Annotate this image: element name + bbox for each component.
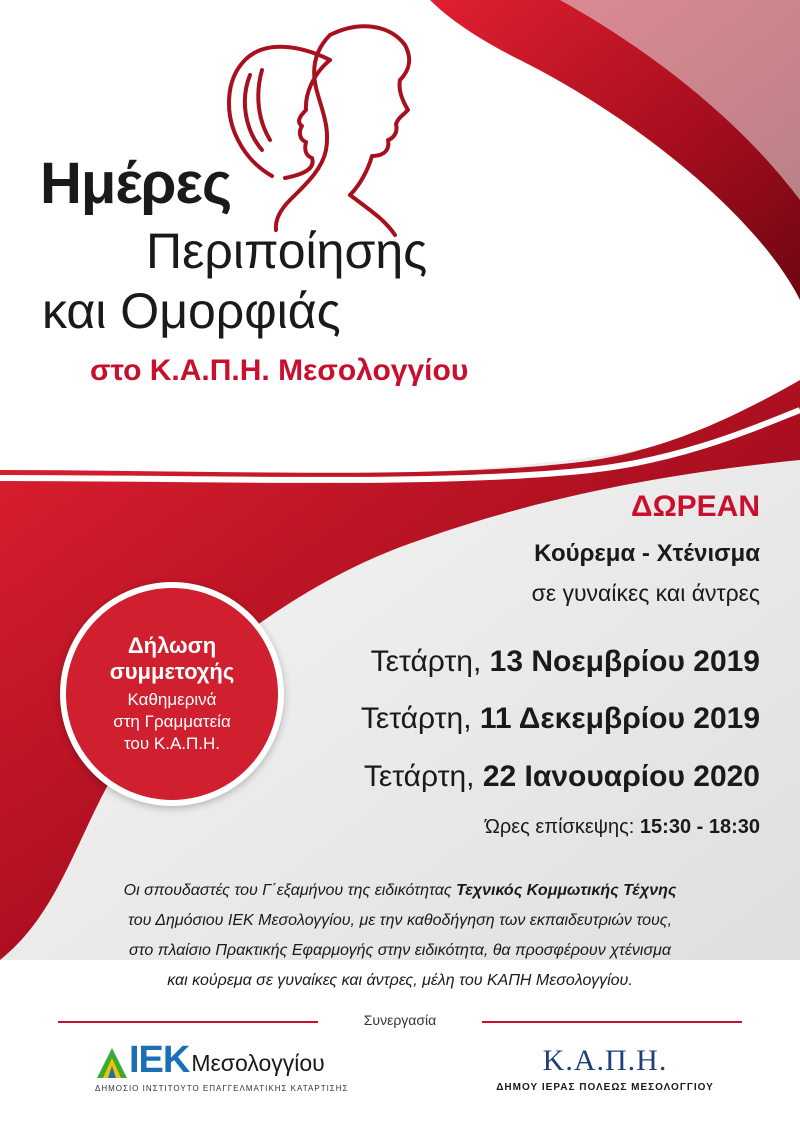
description-line-4: και κούρεμα σε γυναίκες και άντρες, μέλη του ΚΑΠΗ Μεσολογγίου. (167, 972, 633, 989)
description-line-2: του Δημόσιου ΙΕΚ Μεσολογγίου, με την καθοδήγηση των εκπαιδευτριών τους, (127, 912, 673, 929)
title-location: στο Κ.Α.Π.Η. Μεσολογγίου (90, 354, 469, 387)
kapi-subtitle: ΔΗΜΟΥ ΙΕΡΑΣ ΠΟΛΕΩΣ ΜΕΣΟΛΟΓΓΙΟΥ (496, 1082, 714, 1093)
free-label: ΔΩΡΕΑΝ (631, 490, 760, 523)
service-label: Κούρεμα - Χτένισμα (534, 540, 760, 567)
kapi-logo (480, 1044, 730, 1093)
specialty-name: Τεχνικός Κομμωτικής Τέχνης (456, 882, 677, 899)
iek-city: Μεσολογγίου (191, 1050, 325, 1076)
hours-label: Ώρες επίσκεψης: (484, 816, 635, 838)
title-line-3: και Ομορφιάς (42, 283, 341, 339)
date-day: Τετάρτη, (363, 760, 475, 793)
visiting-hours (485, 816, 760, 839)
registration-text-3: του Κ.Α.Π.Η. (123, 734, 221, 753)
cooperation-label: Συνεργασία (363, 1012, 437, 1028)
date-value: 11 Δεκεμβρίου 2019 (479, 702, 760, 735)
registration-title-1: Δήλωση (127, 633, 217, 658)
description-line-1 (30, 876, 770, 906)
description-line-3: στο πλαίσιο Πρακτικής Εφαρμογής στην ειδικότητα, θα προσφέρουν χτένισμα (128, 942, 672, 959)
hours-value: 15:30 - 18:30 (639, 816, 760, 838)
iek-name: ΙΕΚ (129, 1039, 190, 1081)
kapi-name: Κ.Α.Π.Η. (542, 1044, 668, 1077)
registration-title-2: συμμετοχής (109, 659, 235, 684)
description-text: Οι σπουδαστές του Γ΄εξαμήνου της ειδικότητας (123, 882, 452, 899)
title-line-2: Περιποίησης (146, 223, 428, 279)
date-row-3 (364, 760, 760, 794)
date-day: Τετάρτη, (370, 645, 482, 678)
faces-illustration (229, 26, 409, 235)
audience-label: σε γυναίκες και άντρες (531, 580, 760, 606)
registration-text-2: στη Γραμματεία (113, 712, 231, 731)
iek-triangle-icon (95, 1046, 129, 1080)
iek-subtitle: ΔΗΜΟΣΙΟ ΙΝΣΤΙΤΟΥΤΟ ΕΠΑΓΓΕΛΜΑΤΙΚΗΣ ΚΑΤΑΡΤΙΣΗΣ (95, 1084, 349, 1093)
registration-badge (60, 582, 284, 806)
date-row-1 (371, 645, 760, 679)
iek-logo (95, 1040, 355, 1093)
date-day: Τετάρτη, (360, 702, 472, 735)
date-value: 13 Νοεμβρίου 2019 (489, 645, 760, 678)
registration-text-1: Καθημερινά (127, 690, 217, 709)
date-value: 22 Ιανουαρίου 2020 (482, 760, 760, 793)
title-line-1: Ημέρες (40, 151, 232, 216)
date-row-2 (361, 702, 760, 736)
description-paragraph (30, 876, 770, 996)
